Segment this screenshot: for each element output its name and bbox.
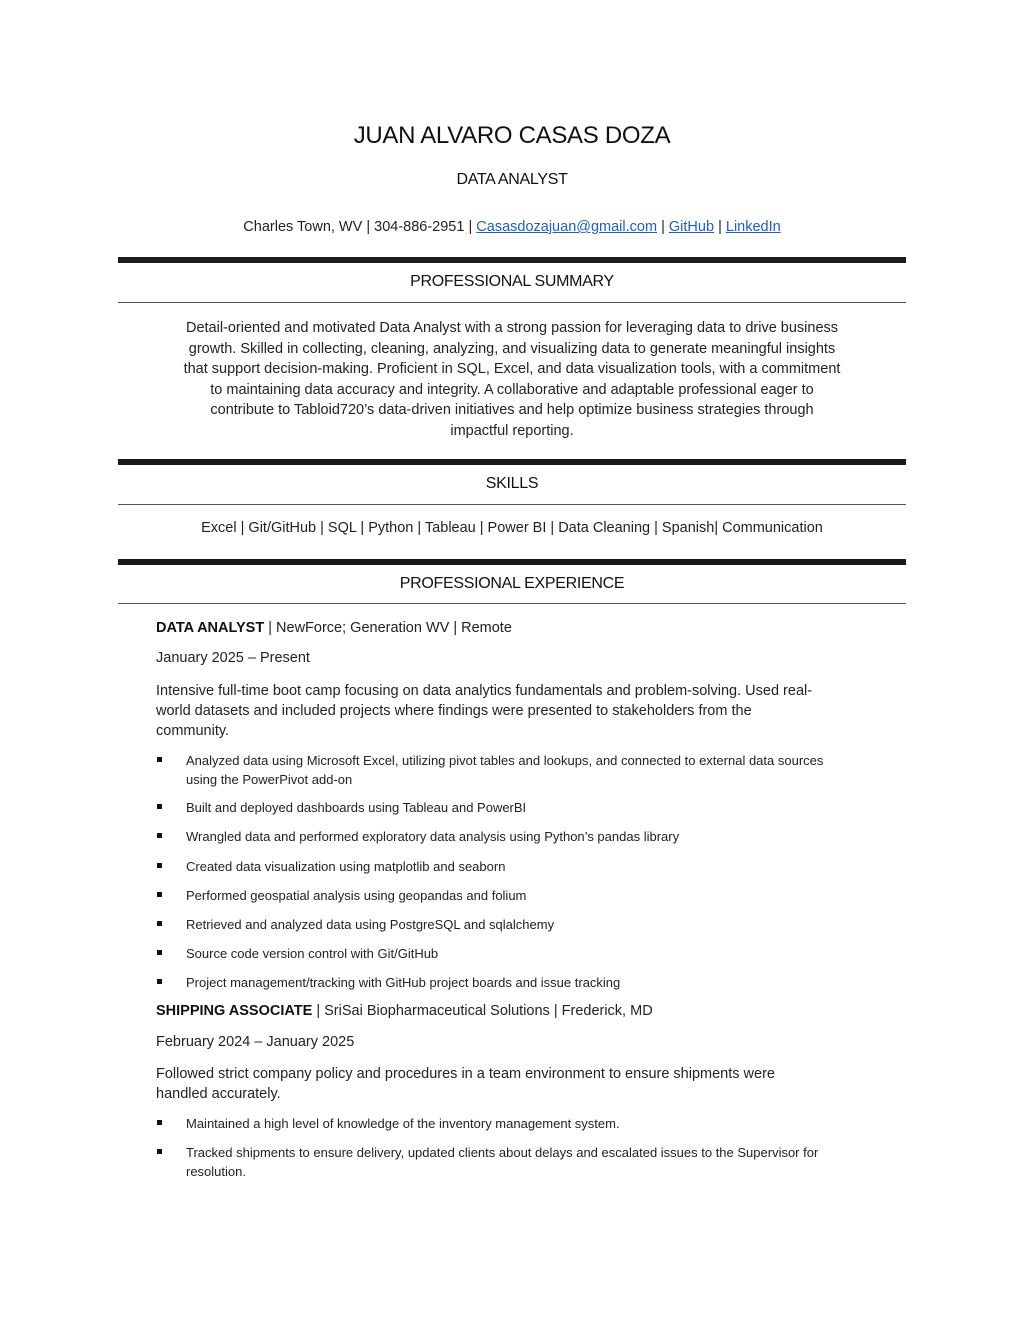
job-title: DATA ANALYST — [156, 620, 265, 636]
summary-text — [150, 318, 874, 441]
bullet-text: Performed geospatial analysis using geopandas and folium — [186, 888, 527, 903]
contact-location: Charles Town, WV — [243, 219, 363, 235]
email-link[interactable]: Casasdozajuan@gmail.com — [476, 219, 658, 235]
bullet-square-icon — [157, 1149, 162, 1154]
section-divider-thick — [118, 257, 906, 263]
skills-list: Excel | Git/GitHub | SQL | Python | Tableau | Power BI | Data Cleaning | Spanish| Communication — [201, 520, 823, 536]
job-title-line — [156, 1003, 653, 1019]
contact-separator: | — [718, 219, 722, 235]
bullet-square-icon — [157, 757, 162, 762]
summary-line: growth. Skilled in collecting, cleaning, analyzing, and visualizing data to generate meaningful insights — [188, 340, 836, 357]
bullet-text: Analyzed data using Microsoft Excel, utilizing pivot tables and lookups, and connected to external data sources — [186, 753, 824, 768]
bullet-square-icon — [157, 892, 162, 897]
candidate-name: JUAN ALVARO CASAS DOZA — [353, 122, 671, 149]
bullet-square-icon — [157, 950, 162, 955]
job-description — [156, 681, 876, 741]
bullet-square-icon — [157, 804, 162, 809]
job-description — [156, 1064, 876, 1104]
bullet-text: Wrangled data and performed exploratory data analysis using Python’s pandas library — [186, 829, 680, 844]
experience-heading: PROFESSIONAL EXPERIENCE — [399, 575, 625, 592]
bullet-text: Retrieved and analyzed data using PostgreSQL and sqlalchemy — [186, 917, 555, 932]
section-divider-thin — [118, 302, 906, 303]
job-description-line: Intensive full-time boot camp focusing on data analytics fundamentals and problem-solving. Used real- — [156, 683, 813, 699]
bullet-text: Built and deployed dashboards using Tableau and PowerBI — [186, 800, 527, 815]
bullet-text: Maintained a high level of knowledge of the inventory management system. — [186, 1116, 620, 1131]
job-details: | SriSai Biopharmaceutical Solutions | Frederick, MD — [312, 1003, 653, 1019]
contact-separator: | — [468, 219, 473, 235]
github-link[interactable]: GitHub — [668, 219, 715, 235]
bullet-text: Created data visualization using matplotlib and seaborn — [186, 859, 506, 874]
summary-line: Detail-oriented and motivated Data Analyst with a strong passion for leveraging data to drive business — [185, 320, 839, 336]
section-divider-thick — [118, 459, 906, 465]
section-divider-thin — [118, 603, 906, 604]
candidate-role: DATA ANALYST — [456, 171, 568, 188]
contact-line — [0, 219, 1024, 235]
job-title: SHIPPING ASSOCIATE — [156, 1003, 313, 1019]
summary-heading: PROFESSIONAL SUMMARY — [410, 273, 614, 290]
summary-line: contribute to Tabloid720’s data-driven initiatives and help optimize business strategies through — [210, 402, 814, 418]
job-description-line: Followed strict company policy and procedures in a team environment to ensure shipments were — [156, 1066, 775, 1082]
summary-line: impactful reporting. — [450, 422, 574, 439]
bullet-square-icon — [157, 979, 162, 984]
summary-line: to maintaining data accuracy and integrity. A collaborative and adaptable professional eager to — [210, 381, 814, 398]
bullet-square-icon — [157, 833, 162, 838]
contact-phone: 304-886-2951 — [374, 219, 465, 235]
contact-separator: | — [366, 219, 371, 235]
section-divider-thin — [118, 504, 906, 505]
bullet-square-icon — [157, 921, 162, 926]
bullet-text: using the PowerPivot add-on — [186, 771, 353, 787]
job-description-line: community. — [156, 723, 230, 739]
bullet-text: Source code version control with Git/GitHub — [186, 946, 439, 961]
job-title-line — [156, 620, 512, 636]
job-dates: January 2025 – Present — [156, 650, 310, 666]
skills-heading: SKILLS — [485, 475, 539, 492]
linkedin-link[interactable]: LinkedIn — [725, 219, 781, 235]
bullet-square-icon — [157, 863, 162, 868]
job-description-line: handled accurately. — [156, 1086, 281, 1102]
contact-separator: | — [661, 219, 665, 235]
summary-line: that support decision-making. Proficient in SQL, Excel, and data visualization tools, with a commitment — [183, 361, 841, 377]
bullet-square-icon — [157, 1120, 162, 1125]
section-divider-thick — [118, 559, 906, 565]
job-description-line: world datasets and included projects where findings were presented to stakeholders from the — [156, 703, 752, 719]
bullet-text: Tracked shipments to ensure delivery, updated clients about delays and escalated issues to the Supervisor for — [186, 1145, 819, 1160]
bullet-text: Project management/tracking with GitHub project boards and issue tracking — [186, 975, 621, 990]
job-details: | NewForce; Generation WV | Remote — [264, 620, 512, 636]
job-dates: February 2024 – January 2025 — [156, 1034, 355, 1050]
bullet-text: resolution. — [186, 1163, 246, 1179]
